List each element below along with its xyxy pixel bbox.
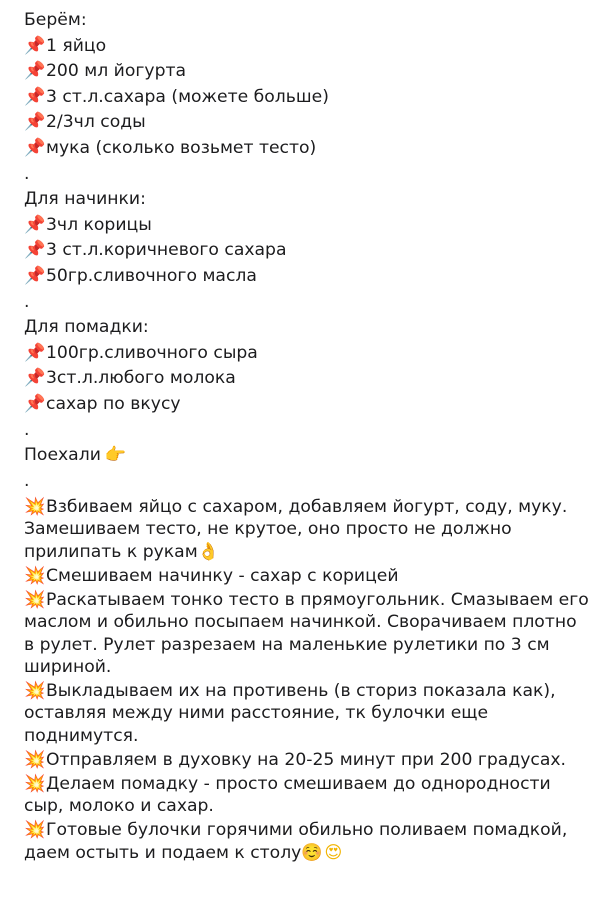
frosting-item: 📌100гр.сливочного сыра (24, 341, 590, 367)
step-item: 💥Смешиваем начинку - сахар с корицей (24, 565, 399, 586)
recipe-post (24, 8, 590, 866)
pushpin-icon: 📌 (24, 112, 46, 133)
smiling-face-icon: ☺️ (301, 842, 323, 863)
step-item: 💥Раскатываем тонко тесто в прямоугольник. Смазываем его маслом и обильно посыпаем начинкой. Сворачиваем плотно в рулет. Рулет разрезаем на маленькие рулетики по 3 см шириной. (24, 589, 589, 677)
pushpin-icon: 📌 (24, 137, 46, 158)
filling-item: 📌50гр.сливочного масла (24, 264, 590, 290)
separator-dot: . (24, 470, 30, 491)
collision-icon: 💥 (24, 749, 46, 770)
pushpin-icon: 📌 (24, 240, 46, 261)
collision-icon: 💥 (24, 773, 46, 794)
ingredient-item: 📌200 мл йогурта (24, 59, 590, 85)
pushpin-icon: 📌 (24, 86, 46, 107)
filling-item: 📌3чл корицы (24, 213, 590, 239)
step-item: 💥Отправляем в духовку на 20-25 минут при 200 градусах. (24, 749, 567, 770)
collision-icon: 💥 (24, 680, 46, 701)
pushpin-icon: 📌 (24, 368, 46, 389)
collision-icon: 💥 (24, 589, 46, 610)
step-item: 💥Делаем помадку - просто смешиваем до однородности сыр, молоко и сахар. (24, 773, 551, 817)
step-item: 💥Готовые булочки горячими обильно поливаем помадкой, даем остыть и подаем к столу☺️😍 (24, 820, 568, 863)
ingredient-item: 📌мука (сколько возьмет тесто) (24, 136, 590, 162)
ingredients-heading: Берём: (24, 10, 87, 30)
step-item: 💥Взбиваем яйцо с сахаром, добавляем йогурт, соду, муку. Замешиваем тесто, не крутое, оно просто не должно прилипать к рукам👌 (24, 496, 568, 562)
pushpin-icon: 📌 (24, 35, 46, 56)
start-label: Поехали 👉 (24, 443, 590, 469)
collision-icon: 💥 (24, 565, 46, 586)
pointing-hand-icon: 👉 (104, 445, 127, 466)
collision-icon: 💥 (24, 496, 46, 517)
frosting-item: 📌3ст.л.любого молока (24, 366, 590, 392)
pushpin-icon: 📌 (24, 61, 46, 82)
separator-dot: . (24, 291, 30, 312)
filling-item: 📌3 ст.л.коричневого сахара (24, 238, 590, 264)
pushpin-icon: 📌 (24, 342, 46, 363)
separator-dot: . (24, 419, 30, 440)
filling-heading: Для начинки: (24, 189, 146, 210)
step-item: 💥Выкладываем их на противень (в сториз показала как), оставляя между ними расстояние, тк булочки еще поднимутся. (24, 680, 556, 746)
ingredient-item: 📌2/3чл соды (24, 110, 590, 136)
ingredient-item: 📌1 яйцо (24, 34, 590, 60)
collision-icon: 💥 (24, 820, 46, 841)
ok-hand-icon: 👌 (197, 541, 220, 562)
pushpin-icon: 📌 (24, 214, 46, 235)
ingredient-item: 📌3 ст.л.сахара (можете больше) (24, 85, 590, 111)
heart-eyes-icon: 😍 (324, 842, 343, 863)
separator-dot: . (24, 163, 30, 184)
pushpin-icon: 📌 (24, 393, 46, 414)
frosting-item: 📌сахар по вкусу (24, 392, 590, 418)
pushpin-icon: 📌 (24, 265, 46, 286)
frosting-heading: Для помадки: (24, 317, 149, 338)
